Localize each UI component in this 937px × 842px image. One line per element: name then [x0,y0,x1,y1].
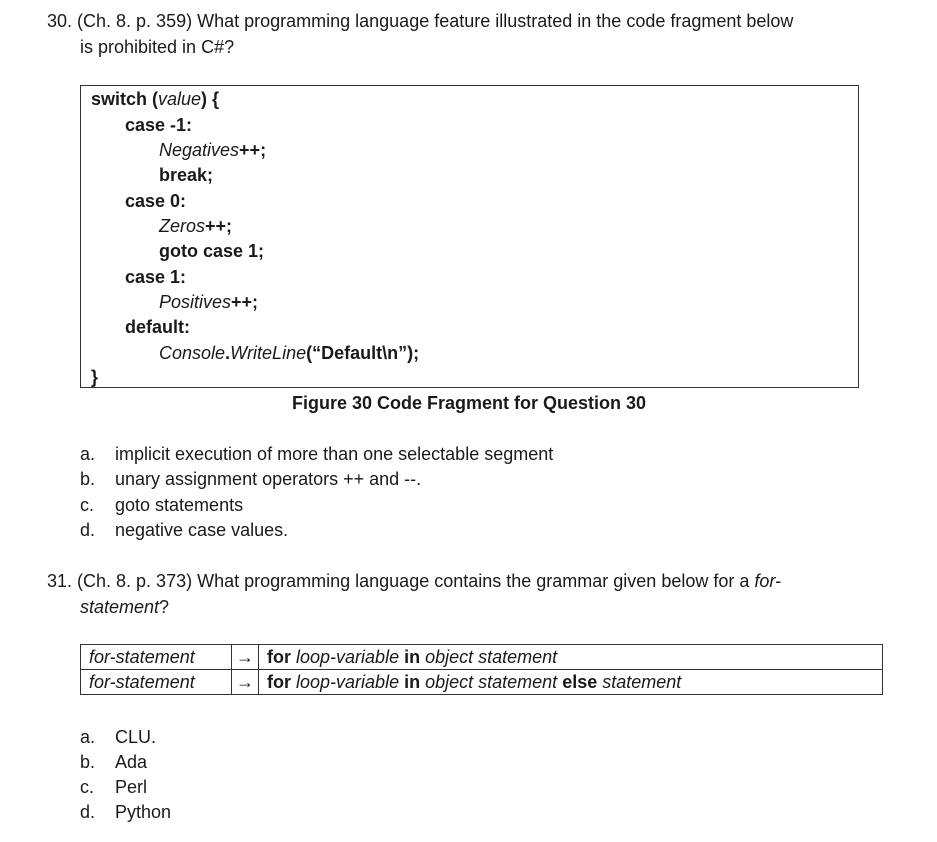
q30-stem-line1: 30. (Ch. 8. p. 359) What programming language feature illustrated in the code fragment below [47,11,794,31]
q31-option-a: a. CLU. [80,727,157,747]
code-zeros-line: Zeros++; [159,216,233,236]
code-case0: case 0: [125,191,187,211]
code-close-brace: } [91,367,99,387]
code-case-neg1: case -1: [125,115,193,135]
grammar-lhs: for-statement [81,670,232,695]
q31-option-c: c. Perl [80,777,148,797]
grammar-rhs: for loop-variable in object statement [259,645,883,670]
code-console-line: Console.WriteLine(“Default\n”); [159,343,420,363]
q30-option-b: b. unary assignment operators ++ and --. [80,469,422,489]
code-break-line: break; [159,165,214,185]
q30-option-c: c. goto statements [80,495,244,515]
code-fragment-box [80,85,859,388]
code-default: default: [125,317,190,337]
grammar-row [81,670,883,695]
q31-option-b: b. Ada [80,752,148,772]
arrow-icon: → [232,670,259,695]
q30-option-a: a. implicit execution of more than one selectable segment [80,444,554,464]
arrow-icon: → [232,645,259,670]
figure-caption: Figure 30 Code Fragment for Question 30 [292,393,647,413]
q30-stem-line2: is prohibited in C#? [80,37,235,57]
q30-option-d: d. negative case values. [80,520,289,540]
grammar-row [81,645,883,670]
code-positives-line: Positives++; [159,292,259,312]
code-goto-line: goto case 1; [159,241,265,261]
grammar-table [80,644,883,695]
code-negatives-line: Negatives++; [159,140,267,160]
grammar-rhs: for loop-variable in object statement else statement [259,670,883,695]
q31-option-d: d. Python [80,802,172,822]
q31-stem-line2: statement? [80,597,170,617]
code-case1: case 1: [125,267,187,287]
code-switch-line: switch (value) { [91,89,220,109]
grammar-lhs: for-statement [81,645,232,670]
q31-stem-line1: 31. (Ch. 8. p. 373) What programming language contains the grammar given below for a for- [47,571,782,591]
